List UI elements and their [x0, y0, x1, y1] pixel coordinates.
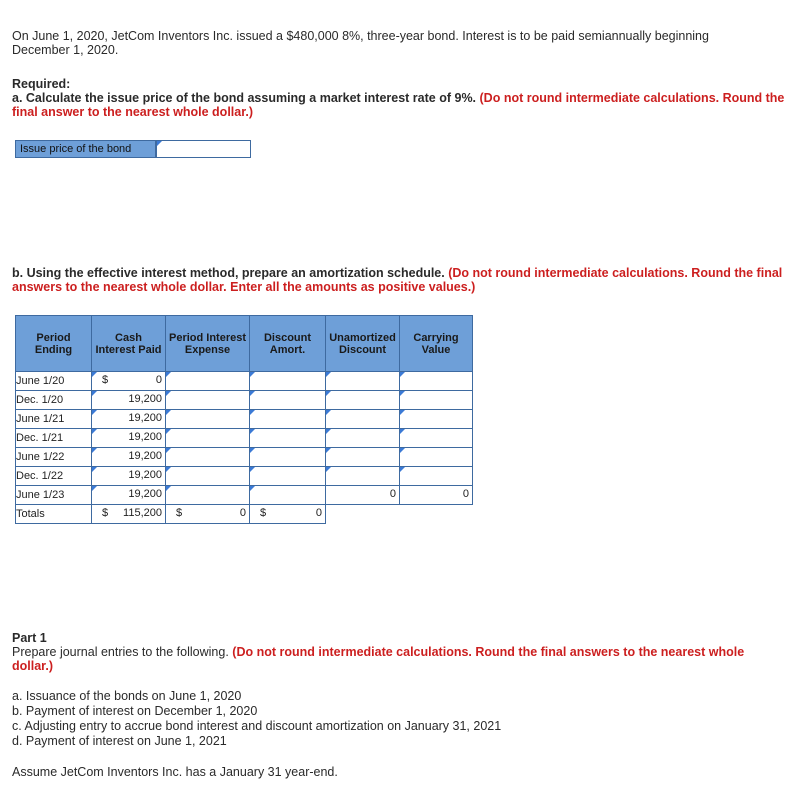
period-cell: Dec. 1/20 [16, 391, 92, 410]
part-b-instruction: (Do not round intermediate calculations. Round the final [448, 266, 783, 280]
input-marker-icon [92, 372, 97, 377]
discount-input[interactable] [250, 429, 326, 448]
interest-input[interactable] [166, 448, 250, 467]
table-row [16, 410, 473, 429]
issue-price-row [15, 140, 251, 158]
cash-cell[interactable]: 19,200 [92, 429, 166, 448]
discount-input[interactable] [250, 391, 326, 410]
carrying-cell: 0 [400, 486, 473, 505]
part1-instruction: (Do not round intermediate calculations. Round the final answers to the nearest whole [232, 645, 745, 659]
totals-label: Totals [16, 505, 92, 524]
carrying-input[interactable] [400, 391, 473, 410]
table-row [16, 448, 473, 467]
part-a-text: a. Calculate the issue price of the bond assuming a market interest rate of 9%. [12, 91, 477, 105]
table-row [16, 429, 473, 448]
header-discount: Discount Amort. [250, 316, 326, 372]
period-cell: June 1/21 [16, 410, 92, 429]
unamortized-cell: 0 [326, 486, 400, 505]
blank-cell [400, 505, 473, 524]
carrying-input[interactable] [400, 429, 473, 448]
header-unamortized: Unamortized Discount [326, 316, 400, 372]
unamortized-input[interactable] [326, 448, 400, 467]
unamortized-input[interactable] [326, 372, 400, 391]
carrying-input[interactable] [400, 410, 473, 429]
header-interest: Period Interest Expense [166, 316, 250, 372]
cash-cell[interactable]: 19,200 [92, 486, 166, 505]
interest-input[interactable] [166, 372, 250, 391]
table-row [16, 486, 473, 505]
total-discount-cell: $ 0 [250, 505, 326, 524]
discount-input[interactable] [250, 486, 326, 505]
list-item: a. Issuance of the bonds on June 1, 2020 [12, 689, 242, 703]
part1-text: Prepare journal entries to the following. [12, 645, 229, 659]
header-period: Period Ending [16, 316, 92, 372]
interest-input[interactable] [166, 467, 250, 486]
totals-row [16, 505, 473, 524]
header-cash: Cash Interest Paid [92, 316, 166, 372]
discount-input[interactable] [250, 448, 326, 467]
table-row [16, 467, 473, 486]
part-a-instruction-2: final answer to the nearest whole dollar.) [12, 105, 254, 119]
carrying-input[interactable] [400, 467, 473, 486]
period-cell: Dec. 1/22 [16, 467, 92, 486]
issue-price-input[interactable] [156, 140, 251, 158]
interest-input[interactable] [166, 391, 250, 410]
amortization-table [15, 315, 473, 524]
discount-input[interactable] [250, 410, 326, 429]
cash-cell[interactable]: 19,200 [92, 448, 166, 467]
unamortized-input[interactable] [326, 429, 400, 448]
part-a-instruction: (Do not round intermediate calculations. Round the [479, 91, 785, 105]
part1-instruction-2: dollar.) [12, 659, 53, 673]
interest-input[interactable] [166, 410, 250, 429]
input-marker-icon [157, 141, 162, 146]
carrying-input[interactable] [400, 448, 473, 467]
period-cell: June 1/20 [16, 372, 92, 391]
issue-price-label: Issue price of the bond [15, 140, 156, 158]
cash-cell[interactable]: 19,200 [92, 391, 166, 410]
total-interest-cell: $ 0 [166, 505, 250, 524]
table-row [16, 372, 473, 391]
list-item: c. Adjusting entry to accrue bond interest and discount amortization on January 31, 2021 [12, 719, 502, 733]
part-b-text: b. Using the effective interest method, prepare an amortization schedule. [12, 266, 445, 280]
total-cash-cell: $ 115,200 [92, 505, 166, 524]
list-item: d. Payment of interest on June 1, 2021 [12, 734, 227, 748]
part1-title: Part 1 [12, 631, 47, 645]
year-end-note: Assume JetCom Inventors Inc. has a January 31 year-end. [12, 765, 338, 779]
cash-cell[interactable]: $ 0 [92, 372, 166, 391]
required-label: Required: [12, 77, 71, 91]
interest-input[interactable] [166, 486, 250, 505]
part-a-question [12, 91, 784, 106]
intro-line-1: On June 1, 2020, JetCom Inventors Inc. issued a $480,000 8%, three-year bond. Interest is to be paid semiannually beginning [12, 29, 709, 43]
cash-cell[interactable]: 19,200 [92, 410, 166, 429]
unamortized-input[interactable] [326, 467, 400, 486]
period-cell: June 1/23 [16, 486, 92, 505]
period-cell: June 1/22 [16, 448, 92, 467]
header-carrying: Carrying Value [400, 316, 473, 372]
intro-line-2: December 1, 2020. [12, 43, 119, 57]
interest-input[interactable] [166, 429, 250, 448]
part-b-instruction-2: answers to the nearest whole dollar. Enter all the amounts as positive values.) [12, 280, 476, 294]
list-item: b. Payment of interest on December 1, 2020 [12, 704, 258, 718]
part1-question [12, 645, 744, 660]
discount-input[interactable] [250, 372, 326, 391]
table-row [16, 391, 473, 410]
part-b-question [12, 266, 782, 281]
carrying-input[interactable] [400, 372, 473, 391]
blank-cell [326, 505, 400, 524]
unamortized-input[interactable] [326, 391, 400, 410]
period-cell: Dec. 1/21 [16, 429, 92, 448]
discount-input[interactable] [250, 467, 326, 486]
cash-cell[interactable]: 19,200 [92, 467, 166, 486]
unamortized-input[interactable] [326, 410, 400, 429]
